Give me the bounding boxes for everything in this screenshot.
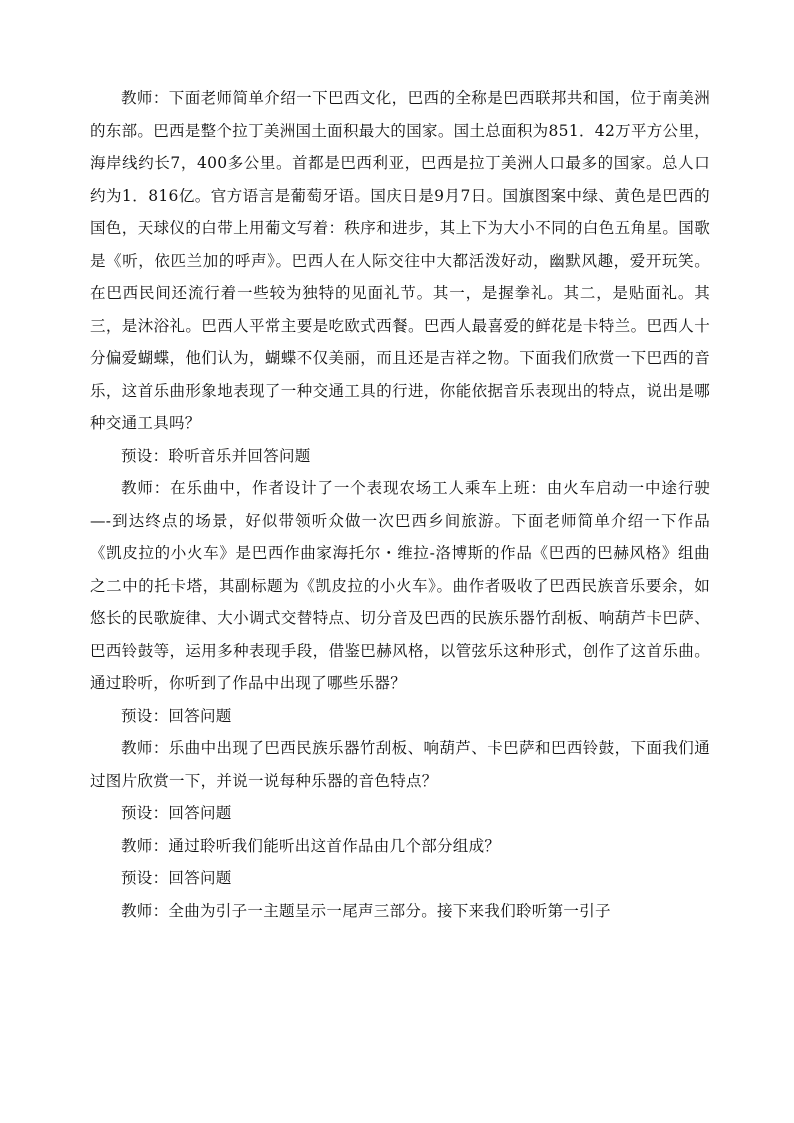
document-body [90, 82, 710, 927]
paragraph-preset-answer-1: 预设：回答问题 [121, 706, 232, 725]
paragraph-preset-listen: 预设：聆听音乐并回答问题 [121, 446, 311, 465]
paragraph-teacher-structure-answer: 教师：全曲为引子一主题呈示一尾声三部分。接下来我们聆听第一引子 [121, 901, 611, 920]
paragraph-teacher-instruments: 教师：乐曲中出现了巴西民族乐器竹刮板、响葫芦、卡巴萨和巴西铃鼓，下面我们通过图片欣赏一下，并说一说每种乐器的音色特点？ [90, 739, 710, 790]
paragraph-preset-answer-3: 预设：回答问题 [121, 869, 232, 887]
paragraph-teacher-train-music: 教师：在乐曲中，作者设计了一个表现农场工人乘车上班：由火车启动一中途行驶—-到达终点的场景，好似带领听众做一次巴西乡间旅游。下面老师简单介绍一下作品《凯皮拉的小火车》是巴西作曲家海托尔・维拉-洛博斯的作品《巴西的巴赫风格》组曲之二中的托卡塔，其副标题为《凯皮拉的小火车》。曲作者吸收了巴西民族音乐要余，如悠长的民歌旋律、大小调式交替特点、切分音及巴西的民族乐器竹刮板、响葫芦卡巴萨、巴西铃鼓等，运用多种表现手段，借鉴巴赫风格，以管弦乐这种形式，创作了这首乐曲。通过聆听，你听到了作品中出现了哪些乐器？ [90, 479, 710, 692]
paragraph-teacher-intro-brazil: 教师：下面老师简单介绍一下巴西文化，巴西的全称是巴西联邦共和国，位于南美洲的东部。巴西是整个拉丁美洲国土面积最大的国家。国土总面积为851．42万平方公里，海岸线约长7，400多公里。首都是巴西利亚，巴西是拉丁美洲人口最多的国家。总人口约为1．816亿。官方语言是葡萄牙语。国庆日是9月7日。国旗图案中绿、黄色是巴西的国色，天球仪的白带上用葡文写着：秩序和进步，其上下为大小不同的白色五角星。国歌是《听，依匹兰加的呼声》。巴西人在人际交往中大都活泼好动，幽默风趣，爱开玩笑。在巴西民间还流行着一些较为独特的见面礼节。其一，是握拳礼。其二，是贴面礼。其三，是沐浴礼。巴西人平常主要是吃欧式西餐。巴西人最喜爱的鲜花是卡特兰。巴西人十分偏爱蝴蝶，他们认为，蝴蝶不仅美丽，而且还是吉祥之物。下面我们欣赏一下巴西的音乐，这首乐曲形象地表现了一种交通工具的行进，你能依据音乐表现出的特点，说出是哪种交通工具吗？ [90, 89, 710, 432]
paragraph-preset-answer-2: 预设：回答问题 [121, 804, 232, 822]
paragraph-teacher-structure-question: 教师：通过聆听我们能听出这首作品由几个部分组成？ [121, 836, 501, 855]
